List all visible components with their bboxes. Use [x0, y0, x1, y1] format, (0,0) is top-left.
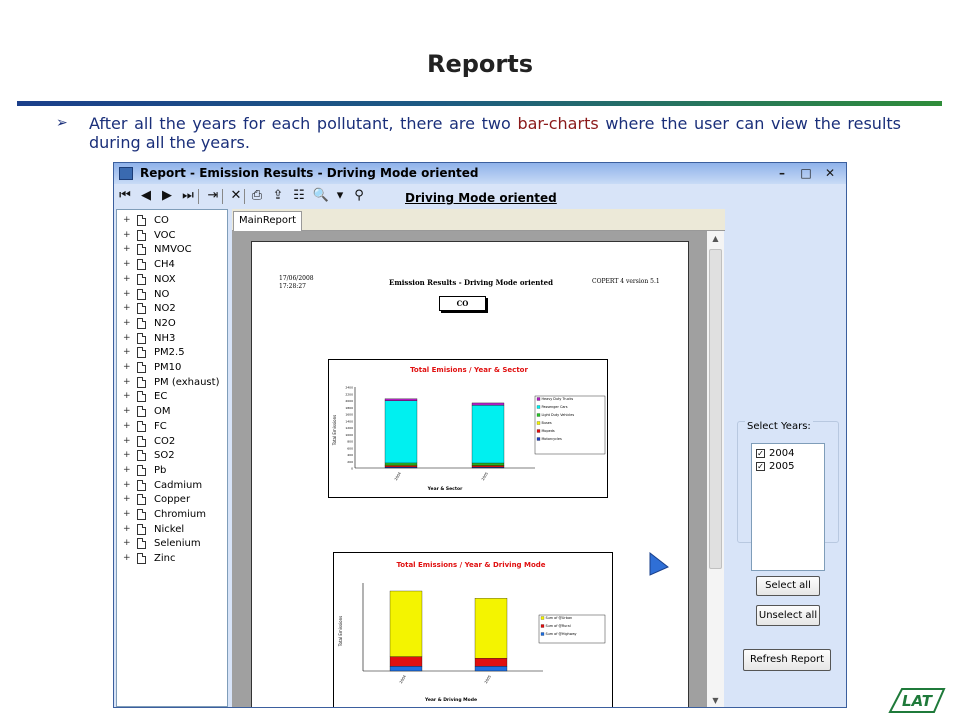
legend-label: Light Duty Vehicles — [541, 413, 575, 417]
expand-icon[interactable]: + — [123, 259, 131, 270]
expand-icon[interactable]: + — [123, 362, 131, 372]
tree-item-label: PM2.5 — [154, 347, 185, 359]
year-label: 2004 — [769, 448, 795, 459]
last-page-icon[interactable]: ⏭ — [182, 188, 194, 203]
tree-item-label: Cadmium — [154, 479, 203, 491]
tree-item[interactable] — [117, 449, 227, 464]
tree-item-label: NO2 — [154, 303, 176, 315]
expand-icon[interactable]: + — [123, 406, 131, 417]
expand-icon[interactable]: + — [123, 244, 131, 255]
legend-label: Sum of @Urban — [545, 616, 573, 620]
chart-title: Total Emissions / Year & Driving Mode — [396, 561, 546, 569]
years-list[interactable] — [751, 443, 825, 571]
bullet-text-post: where the user can view the results during all the years. — [89, 114, 901, 152]
expand-icon[interactable]: + — [123, 215, 131, 225]
tree-item-label: FC — [154, 420, 167, 432]
y-tick-label: 1800 — [345, 405, 353, 410]
expand-icon[interactable]: + — [123, 332, 131, 343]
document-icon — [137, 274, 146, 285]
y-tick-label: 1400 — [345, 419, 353, 424]
x-tick-label: 2005 — [480, 471, 489, 482]
tree-item-label: Chromium — [154, 509, 206, 520]
y-tick-label: 2200 — [345, 392, 353, 397]
first-page-icon[interactable]: ⏮ — [119, 188, 131, 203]
document-icon — [137, 553, 146, 564]
tree-item-label: SO2 — [154, 450, 175, 462]
tree-item-label: N2O — [154, 317, 176, 329]
bullet-text — [56, 114, 901, 152]
scroll-down-icon[interactable]: ▼ — [712, 696, 719, 705]
title-rule — [17, 101, 942, 106]
bar-segment — [385, 401, 417, 463]
tree-item-label: CO — [154, 215, 169, 226]
document-icon — [137, 303, 146, 314]
expand-icon[interactable]: + — [123, 435, 131, 446]
tree-item-label: VOC — [154, 229, 176, 241]
tree-item-label: Zinc — [154, 553, 176, 565]
toolbar-separator — [222, 189, 223, 204]
pollutant-tree — [116, 209, 228, 707]
tree-item-label: Pb — [154, 464, 167, 476]
bullet-arrow-icon: ➢ — [56, 115, 68, 131]
document-icon — [137, 215, 146, 226]
chart-year-sector — [328, 359, 608, 498]
report-heading: Driving Mode oriented — [405, 191, 557, 205]
tree-item[interactable] — [117, 523, 227, 538]
scroll-up-icon[interactable]: ▲ — [712, 234, 719, 243]
chart-year-driving-mode — [333, 552, 613, 708]
bar-segment — [385, 467, 417, 468]
expand-icon[interactable]: + — [123, 523, 131, 534]
document-icon — [137, 538, 146, 549]
tree-item-label: NMVOC — [154, 244, 192, 256]
expand-icon[interactable]: + — [123, 553, 131, 564]
minimize-icon[interactable]: – — [779, 166, 785, 180]
pollutant-box: CO — [439, 296, 486, 311]
scroll-thumb[interactable] — [709, 249, 722, 569]
zoom-dropdown-icon[interactable]: ▾ — [336, 188, 344, 203]
legend-label: Buses — [541, 421, 552, 425]
unselect-all-button[interactable]: Unselect all — [756, 605, 820, 626]
zoom-icon[interactable]: 🔍 — [312, 188, 330, 203]
document-icon — [137, 333, 146, 344]
legend-swatch — [537, 406, 540, 409]
tree-item[interactable] — [117, 229, 227, 244]
expand-icon[interactable]: + — [123, 347, 131, 358]
tree-item[interactable] — [117, 214, 227, 229]
chart-legend — [539, 615, 605, 643]
expand-icon[interactable]: + — [123, 391, 131, 402]
document-icon — [137, 436, 146, 447]
window-titlebar[interactable] — [114, 163, 846, 184]
document-icon — [137, 347, 146, 358]
tab-strip — [232, 209, 725, 231]
bar-segment — [475, 658, 507, 666]
tree-item[interactable] — [117, 420, 227, 435]
expand-icon[interactable]: + — [123, 317, 131, 328]
report-date: 17/06/2008 — [279, 275, 314, 282]
y-tick-label: 2000 — [345, 399, 353, 403]
export-icon[interactable]: ⇪ — [272, 188, 284, 203]
bar-segment — [472, 405, 504, 463]
year-label: 2005 — [769, 461, 795, 472]
close-report-icon[interactable]: ✕ — [230, 188, 242, 203]
viewer-scrollbar[interactable] — [707, 231, 724, 708]
goto-page-icon[interactable]: ⇥ — [207, 188, 219, 203]
expand-icon[interactable]: + — [123, 229, 131, 240]
next-page-icon[interactable]: ▶ — [162, 188, 172, 203]
bar-segment — [390, 657, 422, 667]
tree-item-label: EC — [154, 391, 168, 403]
document-icon — [137, 421, 146, 432]
document-icon — [137, 244, 146, 255]
x-axis-label: Year & Sector — [427, 487, 463, 492]
legend-label: Passenger Cars — [541, 405, 568, 409]
report-window — [113, 162, 847, 708]
legend-label: Mopeds — [541, 429, 555, 433]
bullet-highlight: bar-charts — [517, 114, 599, 133]
bar-segment — [385, 399, 417, 401]
tree-item[interactable] — [117, 288, 227, 303]
app-icon — [119, 167, 133, 180]
legend-label: Sum of @Rural — [545, 624, 571, 628]
legend-swatch — [537, 414, 540, 417]
y-tick-label: 0 — [351, 466, 353, 471]
expand-icon[interactable]: + — [123, 420, 131, 431]
document-icon — [137, 494, 146, 505]
y-tick-label: 1200 — [345, 426, 353, 430]
tree-item[interactable] — [117, 508, 227, 523]
expand-icon[interactable]: + — [123, 376, 131, 387]
tree-item-label: PM10 — [154, 362, 182, 373]
legend-swatch — [541, 617, 544, 620]
document-icon — [137, 480, 146, 491]
bullet-text-pre: After all the years for each pollutant, there are two — [89, 114, 518, 133]
document-icon — [137, 289, 146, 300]
tree-item[interactable] — [117, 479, 227, 494]
y-tick-label: 800 — [347, 439, 353, 444]
expand-icon[interactable]: + — [123, 509, 131, 519]
bar-segment — [390, 666, 422, 671]
document-icon — [137, 465, 146, 476]
y-axis-label: Total Emissions — [338, 615, 343, 647]
tree-item[interactable] — [117, 243, 227, 258]
bar-segment — [472, 466, 504, 467]
legend-label: Sum of @Highway — [545, 632, 577, 636]
toolbar-separator — [198, 189, 199, 204]
expand-icon[interactable]: + — [123, 303, 131, 314]
tree-item[interactable] — [117, 435, 227, 450]
window-title: Report - Emission Results - Driving Mode oriented — [140, 166, 479, 180]
expand-icon[interactable]: + — [123, 494, 131, 505]
document-icon — [137, 524, 146, 535]
tree-item[interactable] — [117, 493, 227, 508]
x-tick-label: 2004 — [398, 674, 407, 685]
y-tick-label: 400 — [347, 453, 353, 457]
toolbar-separator — [244, 189, 245, 204]
tree-item-label: Copper — [154, 494, 191, 506]
report-time: 17:28:27 — [279, 283, 306, 290]
lat-logo-text: LAT — [902, 692, 932, 710]
tree-item-label: NOX — [154, 273, 176, 285]
tree-item[interactable] — [117, 302, 227, 317]
expand-icon[interactable]: + — [123, 464, 131, 475]
maximize-icon[interactable]: □ — [800, 166, 812, 180]
tree-item[interactable] — [117, 332, 227, 347]
tree-item[interactable] — [117, 361, 227, 376]
select-years-label: Select Years: — [747, 421, 811, 432]
tree-item-label: Selenium — [154, 538, 201, 550]
expand-icon[interactable]: + — [123, 450, 131, 461]
report-viewer — [232, 231, 707, 708]
bar-segment — [472, 463, 504, 465]
tree-toggle-icon[interactable]: ☷ — [293, 188, 305, 203]
select-all-button[interactable]: Select all — [756, 576, 820, 596]
document-icon — [137, 259, 146, 270]
x-tick-label: 2005 — [483, 674, 492, 685]
document-icon — [137, 230, 146, 241]
y-tick-label: 1600 — [345, 412, 353, 417]
find-icon[interactable]: ⚲ — [354, 188, 364, 203]
legend-swatch — [537, 398, 540, 401]
chart-svg — [334, 553, 612, 708]
chart-title: Total Emisions / Year & Sector — [410, 366, 528, 374]
x-tick-label: 2004 — [393, 471, 402, 482]
report-page-title: Emission Results - Driving Mode oriented — [389, 278, 553, 287]
tree-item-label: NH3 — [154, 332, 176, 344]
legend-label: Motorcycles — [541, 437, 562, 441]
y-tick-label: 2400 — [345, 385, 353, 390]
document-icon — [137, 450, 146, 461]
tree-item[interactable] — [117, 273, 227, 288]
document-icon — [137, 362, 146, 373]
legend-swatch — [537, 430, 540, 433]
legend-swatch — [537, 438, 540, 441]
tree-item-label: Nickel — [154, 523, 185, 535]
expand-icon[interactable]: + — [123, 273, 131, 284]
document-icon — [137, 406, 146, 417]
expand-icon[interactable]: + — [123, 288, 131, 299]
tree-item[interactable] — [117, 258, 227, 273]
expand-icon[interactable]: + — [123, 479, 131, 490]
document-icon — [137, 318, 146, 329]
y-tick-label: 600 — [347, 446, 353, 451]
bar-segment — [390, 591, 422, 657]
bar-segment — [472, 403, 504, 405]
legend-label: Heavy Duty Trucks — [541, 397, 574, 401]
expand-icon[interactable]: + — [123, 538, 131, 549]
tree-item[interactable] — [117, 346, 227, 361]
year-checkbox[interactable]: ✓ — [757, 449, 764, 458]
tree-item[interactable] — [117, 390, 227, 405]
report-version: COPERT 4 version 5.1 — [592, 278, 660, 285]
report-page — [251, 241, 689, 708]
document-icon — [137, 509, 146, 520]
close-icon[interactable]: ✕ — [824, 166, 836, 180]
chart-svg — [329, 360, 607, 497]
tree-item-label: PM (exhaust) — [154, 376, 220, 388]
chart-legend — [535, 396, 605, 454]
tree-item[interactable] — [117, 405, 227, 420]
lat-logo — [884, 686, 948, 714]
tree-item-label: OM — [154, 406, 171, 418]
bar-segment — [475, 666, 507, 671]
tree-item[interactable] — [117, 376, 227, 391]
tree-item-label: CH4 — [154, 259, 175, 271]
mouse-cursor-icon — [648, 551, 672, 579]
print-icon[interactable]: ⎙ — [251, 188, 263, 203]
prev-page-icon[interactable]: ◀ — [141, 188, 151, 203]
tree-item-label: NO — [154, 288, 170, 300]
tree-item[interactable] — [117, 537, 227, 552]
legend-swatch — [541, 633, 544, 636]
legend-swatch — [541, 625, 544, 628]
report-datetime — [279, 275, 314, 291]
year-checkbox[interactable]: ✓ — [757, 462, 764, 471]
tab-mainreport[interactable]: MainReport — [233, 211, 302, 231]
y-axis-label: Total Emissions — [332, 414, 337, 446]
refresh-report-button[interactable]: Refresh Report — [743, 649, 831, 671]
y-tick-label: 1000 — [345, 432, 353, 437]
bullet-point — [56, 114, 901, 152]
x-axis-label: Year & Driving Mode — [424, 698, 478, 703]
tree-item-label: CO2 — [154, 435, 176, 447]
bar-segment — [385, 466, 417, 467]
tree-item[interactable] — [117, 317, 227, 332]
bar-segment — [475, 598, 507, 658]
bar-segment — [385, 463, 417, 465]
document-icon — [137, 377, 146, 388]
document-icon — [137, 391, 146, 402]
y-tick-label: 200 — [347, 459, 353, 464]
tree-item[interactable] — [117, 464, 227, 479]
legend-swatch — [537, 422, 540, 425]
slide-title: Reports — [426, 50, 534, 78]
tree-item[interactable] — [117, 552, 227, 567]
